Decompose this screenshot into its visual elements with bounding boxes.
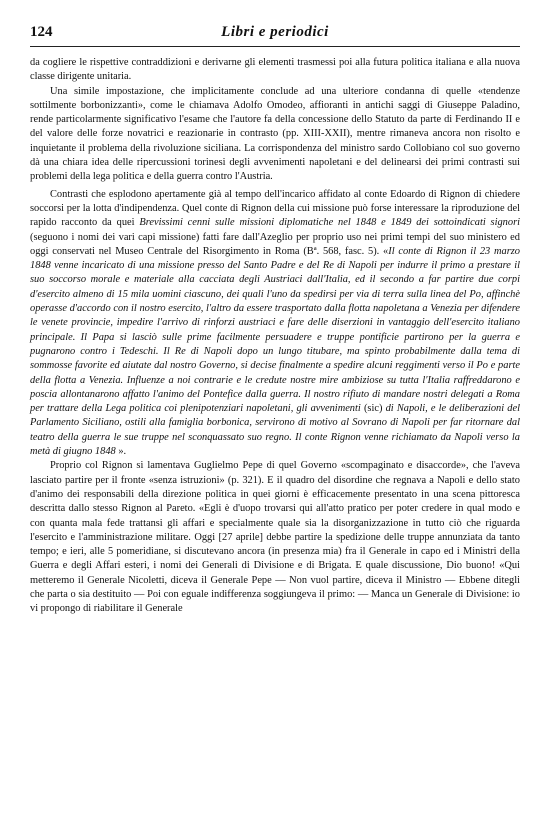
body-text bbox=[30, 56, 520, 617]
paragraph-1: da cogliere le rispettive contraddizioni e derivarne gli elementi trasmessi poi alla futura politica italiana e alla nuova classe dirigente unitaria. bbox=[30, 57, 520, 83]
paragraph-3-quote-italic: Il conte di Rignon il 23 marzo 1848 venne incaricato di una missione presso del Santo Padre e del Re di Napoli per indurre il primo a prestare il suo soccorso morale e materiale alla cacciata degli Austriaci dall'Italia, ed il secondo a far partire due corpi d'esercito almeno di 15 mila uomini ciascuno, dei quali l'uno da spedirsi per via di terra sulla linea del Po, affinchè operasse d'accordo con il nostro esercito, l'altro da essere trasportato dalla flotta napoletana a Venezia per difendere le venete provincie, impedire l'arrivo di rinforzi austriaci e fare delle diserzioni in vantaggio dell'esercito italiano principale. Il Papa si lasciò sulle prime facilmente persuadere e truppe pontificie partirono per la guerra e pugnarono contro i Tedeschi. Il Re di Napoli dopo un lungo titubare, ma spinto probabilmente dalla tema di sommosse favorite ed aiutate dal nostro Governo, si decise finalmente a spedire alcuni reggimenti verso il Po e parte della flotta a Venezia. Influenze a noi contrarie e le credute nostre mire ambiziose su tutta l'Italia raffreddarono e poscia allontanarono affatto l'animo del Pontefice dalla guerra. Il nostro rifiuto di mandare nostri delegati a Roma per trattare della Lega politica coi plenipotenziari napoletani, gli avvenimenti bbox=[30, 245, 521, 415]
page-number: 124 bbox=[30, 24, 53, 40]
paragraph-2: Una simile impostazione, che implicitamente conclude ad una ulteriore condanna di quelle «tendenze sottilmente borbonizzanti», come le chiamava Adolfo Omodeo, affioranti in antichi saggi di Giuseppe Paladino, rende particolarmente significativo l'esame che l'autore fa della concessione dello Statuto da parte di Ferdinando II e del valore delle forze novatrici e reazionarie in contrasto (pp. XIII-XXII), mentre rimaneva ancora non risolto e inquietante il problema della rivoluzione siciliana. La corrispondenza del ministro sardo Collobiano col suo governo dà una chiara idea delle ripercussioni torinesi degli avvenimenti napoletani e del delinearsi dei primi contrasti sui problemi della lega politica e della guerra contro l'Austria. bbox=[30, 85, 520, 183]
paragraph-3-quote-italic-2: di Napoli, e le deliberazioni del Parlamento Siciliano, ostili alla famiglia borbonica, servirono di motivo al Sovrano di Napoli per far ritornare dal teatro della guerra le sue truppe nel sconquassato suo regno. Il conte Rignon venne richiamato da Napoli verso la metà di giugno 1848 bbox=[30, 403, 520, 458]
paragraph-4: Proprio col Rignon si lamentava Guglielmo Pepe di quel Governo «scompaginato e disaccorde», che l'aveva lasciato partire per il fronte «senza istruzioni» (p. 321). E il quadro del disordine che regnava a Napoli e dello stato d'animo dei responsabili della direzione politica in quei giorni è efficacemente presentato in una scena pittoresca descritta dallo stesso Rignon al Pareto. «Egli è d'uopo trovarsi qui all'atto pratico per poter credere in qual modo e con quanta mala fede trattansi gli affari e specialmente quale sia la disorganizzazione in tutto ciò che riguarda l'esercito e l'amministrazione militare. Oggi [27 aprile] debbe partire la spedizione delle truppe annunziata da tanto tempo; e ieri, alle 5 pomeridiane, si discutevano ancora (in presenza mia) fra il Generale in capo ed i Ministri della Guerra e degli Affari esteri, i nomi dei Generali di Divisione e di Brigata. E quale discussione, Dio buono! «Qui metteremo il Generale Nicoletti, diceva il Generale Pepe — Non vuol partire, diceva il Ministro — Ebbene ditegli che parta o sia destituito — Poi con eguale indifferenza soggiungeva il primo: — Manca un Generale di Divisione: io vi propongo di riabilitare il Generale bbox=[30, 460, 520, 615]
header-rule bbox=[30, 46, 520, 47]
paragraph-3 bbox=[30, 188, 520, 460]
running-head: Libri e periodici bbox=[221, 24, 329, 40]
paragraph-3-title-italic: Brevissimi cenni sulle missioni diplomatiche nel 1848 e 1849 dei sottoindicati signori bbox=[139, 217, 520, 229]
paragraph-3-close: ». bbox=[115, 446, 127, 458]
paragraph-3-text: Contrasti che esplodono apertamente già al tempo dell'incarico affidato al conte Edoardo di Rignon di chiedere soccorsi per la lotta d'indipendenza. Quel conte di Rignon della cui missione può forse interessare la riproduzione del rapido racconto da quei bbox=[30, 188, 520, 229]
paragraph-3-sic: (sic) bbox=[360, 403, 386, 415]
paragraph-3-text-2: (seguono i nomi dei vari capi missione) fatti fare dall'Azeglio per proprio uso nei primi tempi del suo ministero ed oggi conservati nel Museo Centrale del Risorgimento in Roma (Bª. 568, fasc. 5). « bbox=[30, 231, 520, 257]
page-header bbox=[30, 22, 520, 46]
